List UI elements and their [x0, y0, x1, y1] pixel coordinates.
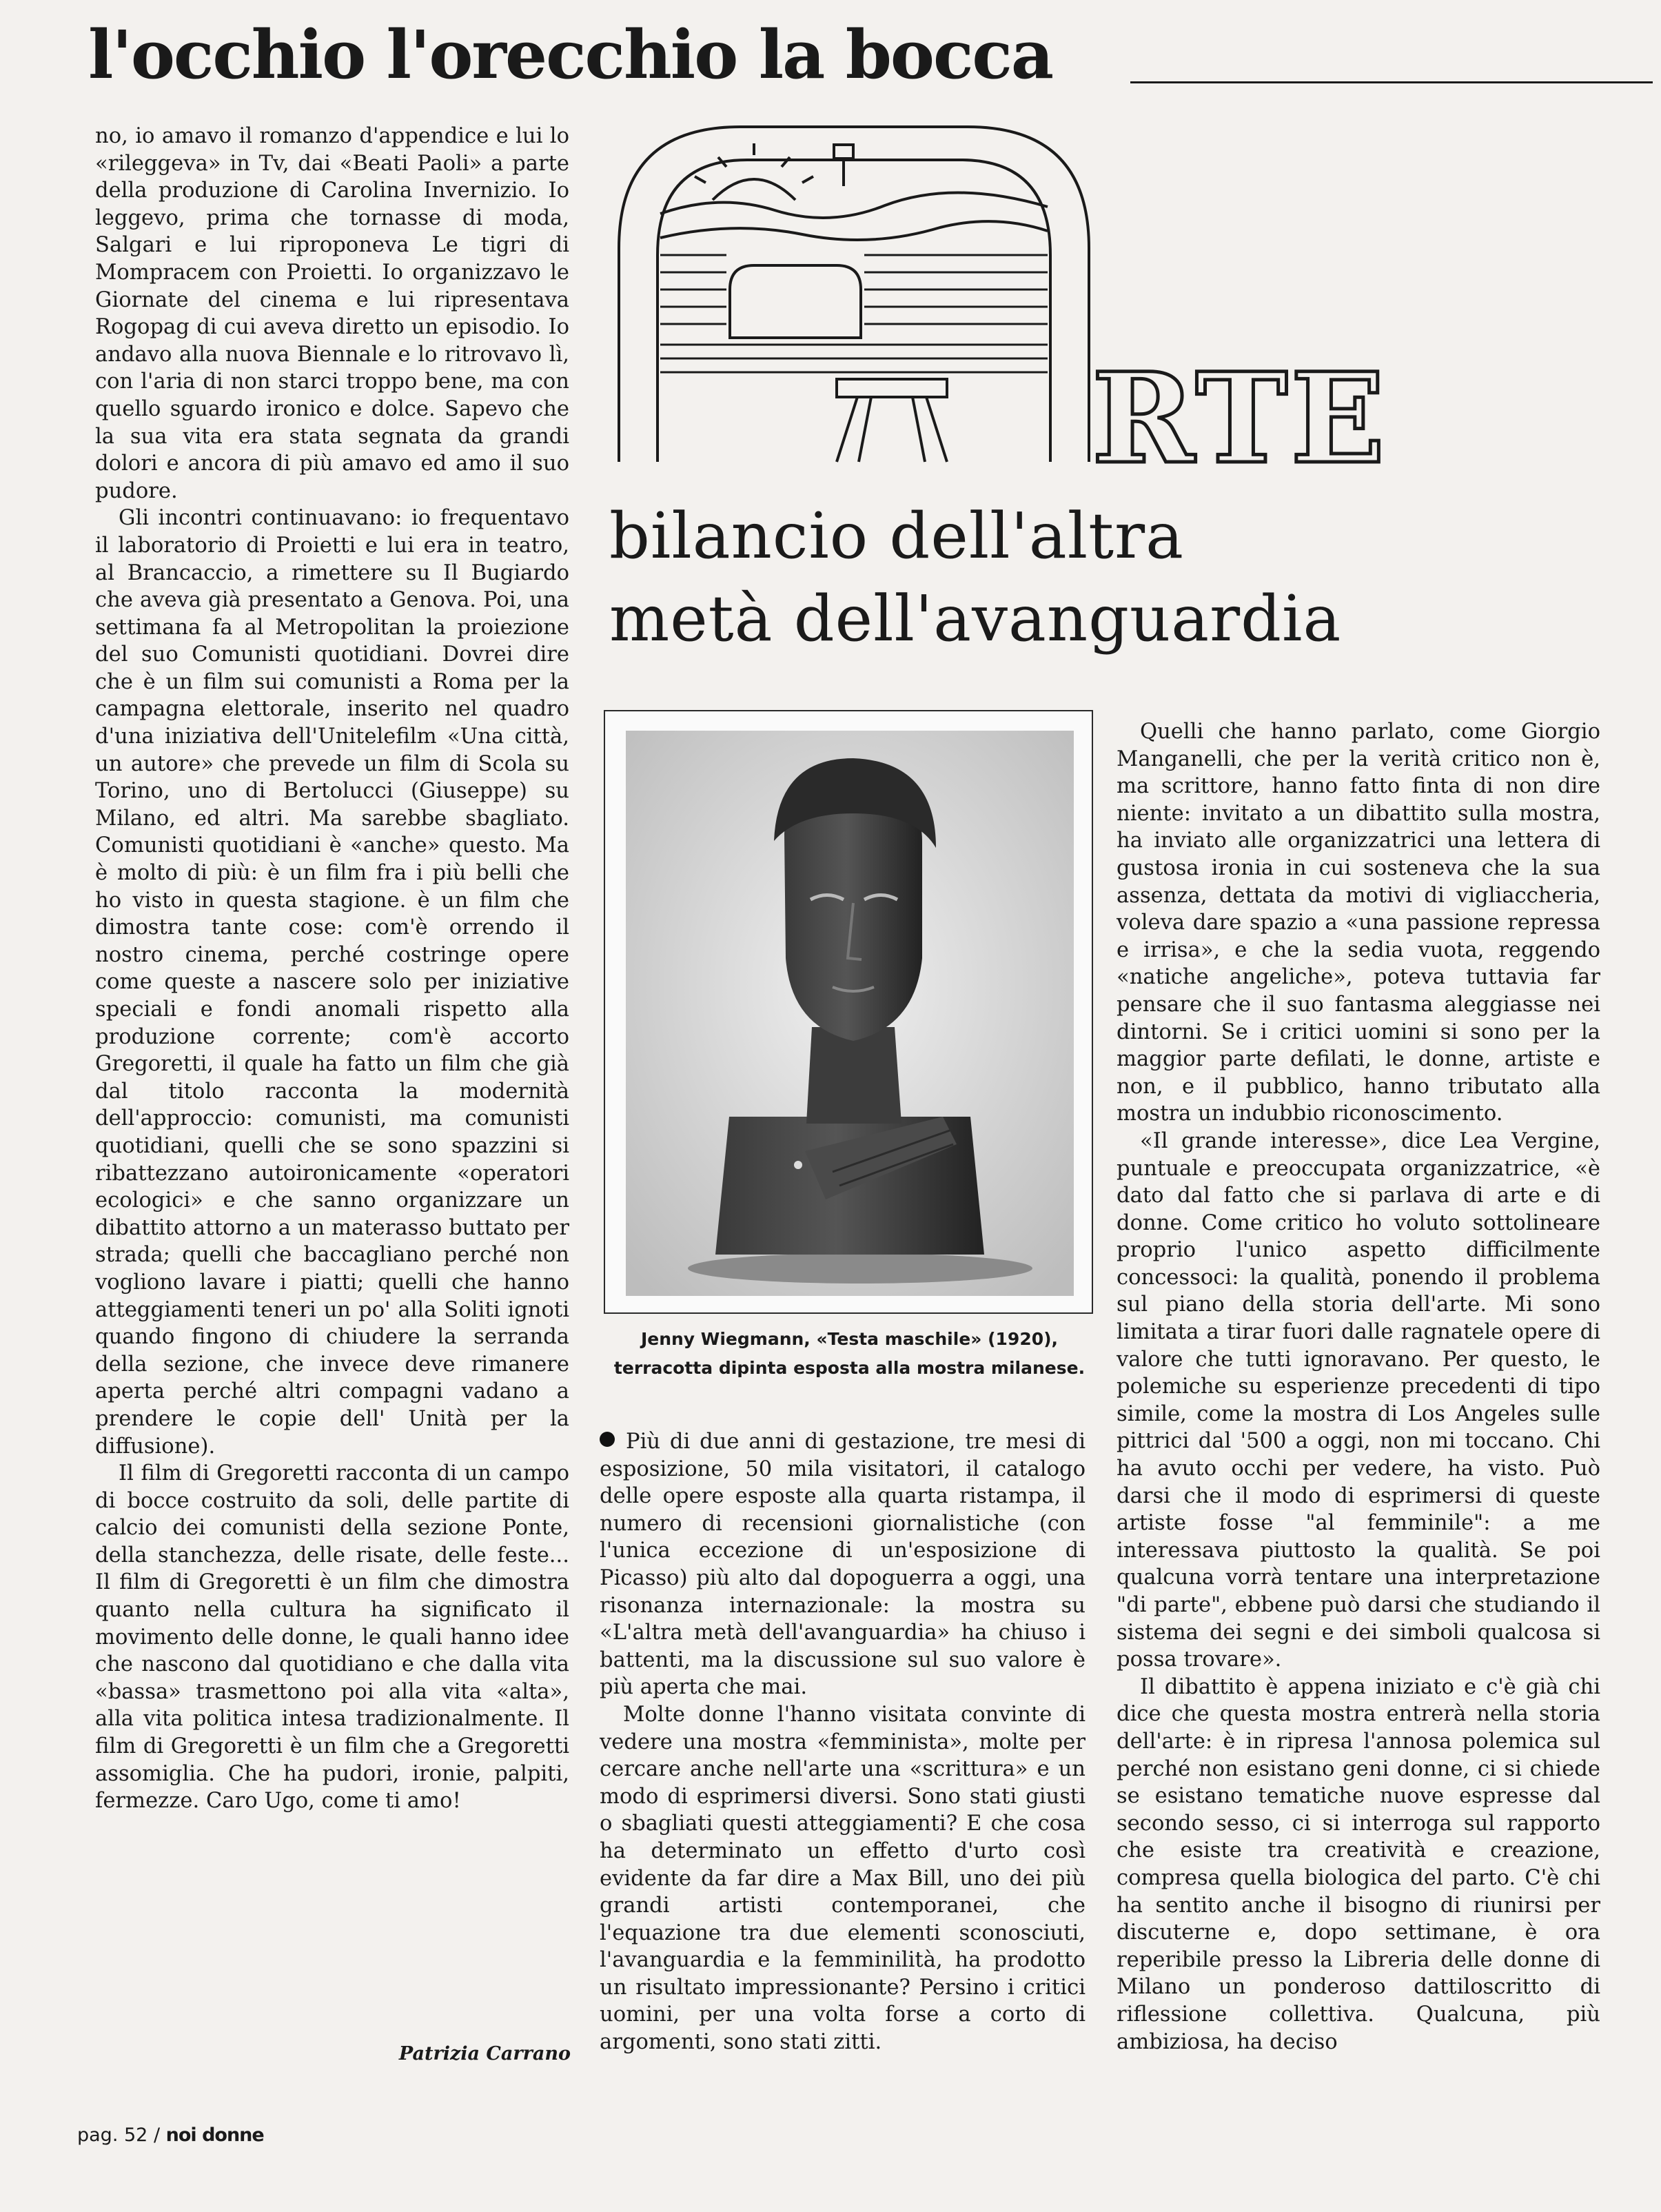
arte-emblem: [609, 117, 1388, 491]
column-left: [95, 123, 569, 1815]
article-headline: [609, 495, 1588, 660]
column3-paragraph-3: Il dibattito è appena iniziato e c'è già chi dice che questa mostra entrerà nella storia dell'arte: è in ripresa l'annosa polemica sul perché non esistano geni donne, ci si chiede se esistano tematiche nuove espresse dal secondo sesso, ci si interroga sul rapporto che esiste tra creatività e creazione, compresa quella biologica del parto. C'è chi ha sentito anche il bisogno di riunirsi per discuterne e, dopo settimane, è ora reperibile presso la Libreria delle donne di Milano un ponderoso dattiloscritto di riflessione collettiva. Qualcuna, più ambiziosa, ha deciso: [1117, 1674, 1600, 2054]
author-signature: Patrizia Carrano: [398, 2043, 571, 2064]
headline-line-1: bilancio dell'altra: [609, 499, 1184, 573]
column1-paragraph-3: Il film di Gregoretti racconta di un campo di bocce costruito da soli, delle partite di calcio dei comunisti della sezione Ponte, della stanchezza, delle risate, delle feste... Il film di Gregoretti è un film che dimostra quanto nella cultura ha significato il movimento delle donne, le quali hanno idee che nascono dal quotidiano e che dalla vita «bassa» trasmettono poi alla vita «alta», alla vita politica intesa tradizionalmente. Il film di Gregoretti è un film che a Gregoretti assomiglia. Che ha pudori, ironie, palpiti, fermezze. Caro Ugo, come ti amo!: [95, 1461, 569, 1814]
page-footer: [77, 2124, 264, 2146]
page-number: pag. 52: [77, 2124, 148, 2146]
column1-paragraph-2: Gli incontri continuavano: io frequentavo il laboratorio di Proietti e lui era in teatro, al Brancaccio, a rimettere su Il Bugiardo che aveva già presentato a Genova. Poi, una settimana fa al Metropolitan la proiezione del suo Comunisti quotidiani. Dovrei dire che è un film sui comunisti a Roma per la campagna elettorale, inserito nel quadro d'una iniziativa dell'Unitelefilm «Una città, un autore» che prevede un film di Scola su Torino, uno di Bertolucci (Giuseppe) su Milano, ed altri. Ma sarebbe sbagliato. Comunisti quotidiani è «anche» questo. Ma è molto di più: è un film fra i più belli che ho visto in questa stagione. è un film che dimostra tante cose: com'è orrendo il nostro cinema, perché costringe opere come queste a nascere solo per iniziative speciali e fondi anomali rispetto alla produzione corrente; com'è accorto Gregoretti, il quale ha fatto un film che già dal titolo racconta la modernità dell'approccio: comunisti, ma comunisti quotidiani, quelli che se sono spazzini si ribattezzano autoironicamente «operatori ecologici» e che sanno organizzare un dibattito attorno a un materasso buttato per strada; quelli che baccagliano perché non vogliono lavare i piatti; quelli che hanno atteggiamenti teneri un po' alla Soliti ignoti quando fingono di chiudere la serranda della sezione, che invece deve rimanere aperta perché altri compagni vadano a prendere le copie dell' Unità per la diffusione).: [95, 506, 569, 1459]
column2-paragraph-1-text: Più di due anni di gestazione, tre mesi di esposizione, 50 mila visitatori, il catalogo delle opere esposte alla quarta ristampa, il numero di recensioni giornalistiche (con l'unica eccezione di un'esposizione di Picasso) più alto dal dopoguerra a oggi, una risonanza internazionale: la mostra su «L'altra metà dell'avanguardia» ha chiuso i battenti, ma la discussione sul suo valore è più aperta che mai.: [600, 1430, 1086, 1700]
column2-paragraph-1: [600, 1428, 1086, 1701]
photo-caption: Jenny Wiegmann, «Testa maschile» (1920), terracotta dipinta esposta alla mostra milanese.: [613, 1329, 1086, 1378]
sculpture-photo: [604, 710, 1093, 1314]
column-right: [1117, 718, 1600, 2056]
column3-paragraph-2: «Il grande interesse», dice Lea Vergine, puntuale e preoccupata organizzatrice, «è dato dal fatto che si parlava di arte e di donne. Come critico ho voluto sottolineare proprio l'unico aspetto difficilmente concessoci: la qualità, ponendo il problema sul piano della storia dell'arte. Mi sono limitata a tirar fuori dalle ragnatele opere di valore che tutti ignoravano. Per questo, le polemiche su esperienze precedenti di tipo simile, come la mostra di Los Angeles sulle pittrici dal '500 a oggi, non mi toccano. Chi ha avuto occhi per vedere, ha visto. Può darsi che il modo di esprimersi di queste artiste fosse "al femminile": a me interessava piuttosto la qualità. Se poi qualcuna vorrà tentare una interpretazione "di parte", ebbene può darsi che studiando il sistema dei segni e dei simboli qualcosa si possa trovare».: [1117, 1128, 1600, 1672]
arte-letters: RTE: [1092, 346, 1388, 491]
column-middle: [600, 1428, 1086, 2056]
column2-paragraph-2: Molte donne l'hanno visitata convinte di vedere una mostra «femminista», molte per cercare anche nell'arte una «scrittura» e un modo di esprimersi diversi. Sono stati giusti o sbagliati questi atteggiamenti? E che cosa ha determinato un effetto d'urto così evidente da far dire a Max Bill, uno dei più grandi artisti contemporanei, che l'equazione tra due elementi sconosciuti, l'avanguardia e la femminilità, ha prodotto un risultato impressionante? Persino i critici uomini, per una volta forse a corto di argomenti, sono stati zitti.: [600, 1702, 1086, 2055]
sculpture-image: [626, 731, 1074, 1296]
column1-paragraph-1: no, io amavo il romanzo d'appendice e lui lo «rileggeva» in Tv, dai «Beati Paoli» a parte della produzione di Carolina Invernizio. Io leggevo, prima che tornasse di moda, Salgari e lui riproponeva Le tigri di Mompracem con Proietti. Io organizzavo le Giornate del cinema e lui ripresentava Rogopag di cui aveva diretto un episodio. Io andavo alla nuova Biennale e lo ritrovavo lì, con l'aria di non starci troppo bene, ma con quello sguardo ironico e dolce. Sapevo che la sua vita era stata segnata da grandi dolori e ancora di più amavo ed amo il suo pudore.: [95, 124, 569, 503]
headline-line-2: metà dell'avanguardia: [609, 582, 1342, 656]
footer-separator: /: [153, 2124, 161, 2146]
column3-paragraph-1: Quelli che hanno parlato, come Giorgio Manganelli, che per la verità critico non è, ma scrittore, hanno fatto finta di non dire niente: invitato a un dibattito sulla mostra, ha inviato alle organizzatrici una lettera di gustosa ironia in cui sosteneva che la sua assenza, dettata da motivi di vigliaccheria, voleva dare spazio a «una passione repressa e irrisa», e che la sedia vuota, reggendo «natiche angeliche», poteva tuttavia far pensare che il suo fantasma aleggiasse nei dintorni. Se i critici uomini si sono per la maggior parte defilati, le donne, artiste e non, e il pubblico, hanno tributato alla mostra un indubbio riconoscimento.: [1117, 720, 1600, 1126]
bullet-icon: [600, 1432, 615, 1447]
section-title: l'occhio l'orecchio la bocca: [88, 16, 1053, 94]
magazine-name: noi donne: [165, 2124, 264, 2146]
title-rule: [1130, 81, 1653, 83]
